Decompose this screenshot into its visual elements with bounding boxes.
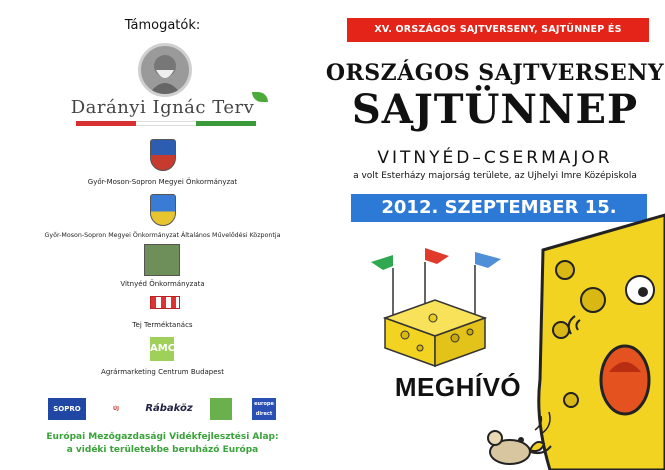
culture-center-crest-icon <box>150 194 176 226</box>
org-agrarmarketing: Agrármarketing Centrum Budapest <box>101 368 224 376</box>
org-culture-center: Győr-Moson-Sopron Megyei Önkormányzat Általános Művelődési Központja <box>44 232 281 239</box>
daranyi-portrait-icon <box>138 43 192 97</box>
tej-termektanacs-logo-icon <box>150 296 180 309</box>
event-title-line1: ORSZÁGOS SAJTVERSENY <box>325 60 665 86</box>
invitation-panel <box>325 0 665 470</box>
org-tej-termektanacs: Tej Terméktanács <box>132 321 193 329</box>
org-vitnyed: Vitnyéd Önkormányzata <box>120 280 205 288</box>
amc-logo-icon: AMC <box>150 337 174 361</box>
footer-logo-rabakoz: Rábaköz <box>145 403 193 414</box>
event-venue: a volt Esterházy majorság területe, az Ujhelyi Imre Középiskola <box>353 171 637 181</box>
flag-blue-icon <box>475 252 501 318</box>
vitnyed-photo <box>144 244 180 276</box>
sponsors-heading: Támogatók: <box>124 18 201 33</box>
footer-logo-sopro: SOPRO <box>48 398 86 420</box>
event-title-line2: SAJTÜNNEP <box>351 86 639 133</box>
sponsors-panel <box>0 0 325 470</box>
cheese-blocks-icon <box>385 300 485 366</box>
invitation-label: MEGHÍVÓ <box>394 372 522 402</box>
footer-logo-leader <box>210 398 232 420</box>
tricolor-bar <box>76 121 256 126</box>
flag-green-icon <box>371 255 393 320</box>
footer-logo-uj-magyarorszag: ÚJ <box>113 406 119 412</box>
county-crest-icon <box>150 139 176 171</box>
cheese-character-icon <box>530 215 665 470</box>
daranyi-brand: Darányi Ignác Terv <box>70 97 255 118</box>
event-place: VITNYÉD–CSERMAJOR <box>377 148 613 168</box>
event-date: 2012. SZEPTEMBER 15. <box>351 194 647 222</box>
org-county-council: Győr-Moson-Sopron Megyei Önkormányzat <box>87 178 238 186</box>
event-banner: XV. ORSZÁGOS SAJTVERSENY, SAJTÜNNEP ÉS SAJTVÁSÁR <box>347 18 649 42</box>
footer-logo-europe-direct: europe direct <box>252 398 276 420</box>
eu-fund-line2: a vidéki területekbe beruházó Európa <box>66 445 259 455</box>
eu-fund-line1: Európai Mezőgazdasági Vidékfejlesztési Alap: <box>46 432 279 442</box>
